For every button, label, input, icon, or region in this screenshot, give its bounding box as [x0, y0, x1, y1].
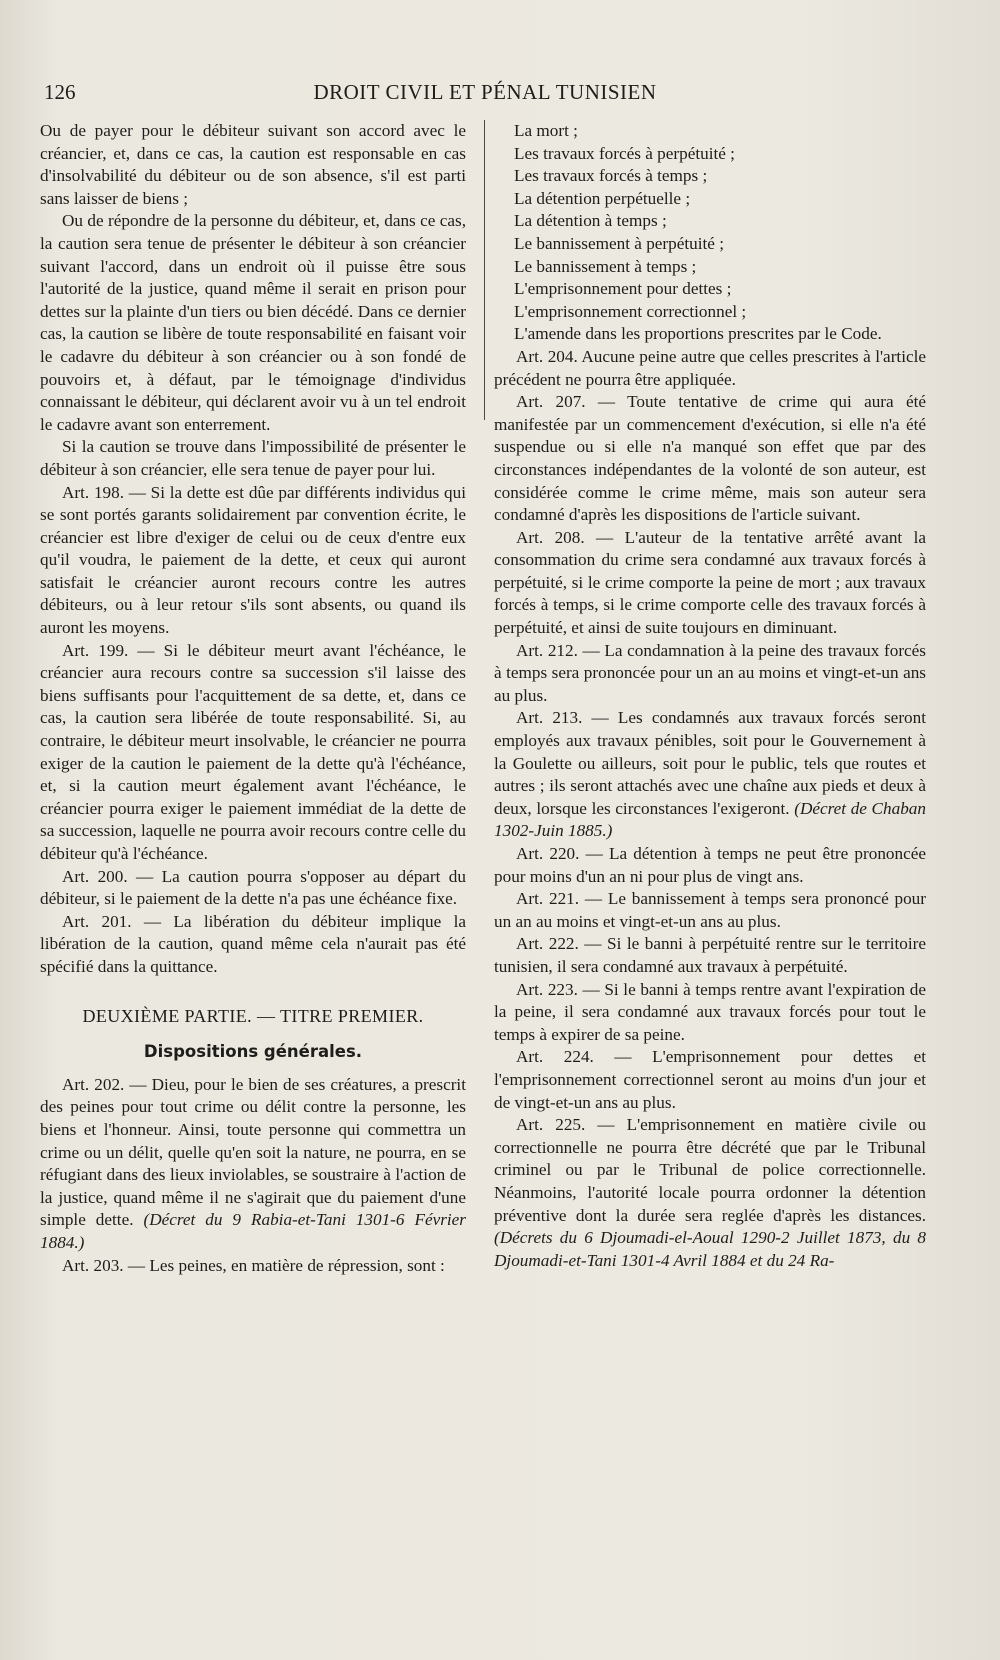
- column-divider: [484, 120, 485, 420]
- right-column: [494, 120, 926, 1272]
- article-222: Art. 222. — Si le banni à perpétuité rentre sur le territoire tunisien, il sera condamné aux travaux à perpétuité.: [494, 934, 926, 976]
- penalty-item: L'emprisonnement pour dettes ;: [514, 279, 732, 299]
- article-225: [494, 1114, 926, 1272]
- penalty-list: [494, 120, 926, 346]
- article-225-text: Art. 225. — L'emprisonnement en matière civile ou correctionnelle ne pourra être décrété que par le Tribunal criminel ou par le Tribunal de police correctionnelle. Néanmoins, l'autorité locale pourra ordonner la détention préventive dont la durée sera reglée d'après les distances.: [494, 1115, 926, 1225]
- paragraph: Ou de répondre de la personne du débiteur, et, dans ce cas, la caution sera tenue de présenter le débiteur à son créancier suivant l'accord, dans un endroit où il puisse être sous l'autorité de la justice, quand même il serait en prison pour dettes sur la plainte d'un tiers ou bien décédé. Dans ce dernier cas, la caution se libère de toute responsabilité en faisant voir le cadavre du débiteur à son créancier ou à son fondé de pouvoirs et, à défaut, par le témoignage d'individus connaissant le débiteur, qui déclarent avoir vu à un tel endroit le cadavre avant son enterrement.: [40, 211, 466, 434]
- left-column: [40, 120, 466, 1277]
- decree-citation: (Décrets du 6 Djoumadi-el-Aoual 1290-2 Juillet 1873, du 8 Djoumadi-et-Tani 1301-4 Avril 1884 et du 24 Ra-: [494, 1228, 926, 1270]
- article-208: Art. 208. — L'auteur de la tentative arrêté avant la consommation du crime sera condamné aux travaux forcés à perpétuité, si le crime comporte la peine de mort ; aux travaux forcés à temps, si le crime comporte celle des travaux forcés à perpétuité, et ainsi de suite toujours en diminuant.: [494, 527, 926, 638]
- article-224: Art. 224. — L'emprisonnement pour dettes et l'emprisonnement correctionnel seront au moins d'un jour et de vingt-et-un ans au plus.: [494, 1047, 926, 1112]
- section-heading: Dispositions générales.: [143, 1042, 363, 1062]
- penalty-item: Le bannissement à perpétuité ;: [514, 233, 724, 253]
- article-207: Art. 207. — Toute tentative de crime qui aura été manifestée par un commencement d'exécution, si elle n'a été suspendue ou si elle n'a manqué son effet que par des circonstances indépendantes de la volonté de son auteur, est considérée comme le crime même, mais son auteur sera condamné d'après les dispositions de l'article suivant.: [494, 392, 926, 525]
- paragraph: Si la caution se trouve dans l'impossibilité de présenter le débiteur à son créancier, elle sera tenue de payer pour lui.: [40, 437, 466, 479]
- page-number: 126: [44, 80, 76, 104]
- article-213-text: Art. 213. — Les condamnés aux travaux forcés seront employés aux travaux pénibles, soit pour le Gouvernement à la Goulette ou ailleurs, soit pour le public, tels que routes et autres ; ils seront attachés avec une chaîne aux pieds et deux à deux, lorsque les circonstances l'exigeront.: [494, 708, 926, 818]
- article-212: Art. 212. — La condamnation à la peine des travaux forcés à temps sera prononcée pour un an au moins et vingt-et-un ans au plus.: [494, 640, 926, 705]
- penalty-item: Le bannissement à temps ;: [514, 256, 697, 276]
- running-head: [44, 80, 926, 110]
- penalty-item: La mort ;: [514, 121, 578, 140]
- decree-citation: (Décret de Chaban 1302-Juin 1885.): [494, 798, 926, 841]
- article-213: [494, 707, 926, 843]
- penalty-item: L'amende dans les proportions prescrites par le Code.: [514, 324, 882, 344]
- article-223: Art. 223. — Si le banni à temps rentre avant l'expiration de la peine, il sera condamné aux travaux forcés pour tout le temps à expirer de sa peine.: [494, 979, 926, 1044]
- article-203: Art. 203. — Les peines, en matière de répression, sont :: [62, 1255, 445, 1275]
- penalty-item: Les travaux forcés à perpétuité ;: [514, 143, 735, 163]
- penalty-item: Les travaux forcés à temps ;: [514, 166, 708, 186]
- article-200: Art. 200. — La caution pourra s'opposer au départ du débiteur, si le paiement de la dette n'a pas une échéance fixe.: [40, 866, 466, 909]
- running-title: DROIT CIVIL ET PÉNAL TUNISIEN: [313, 80, 657, 104]
- paragraph: Ou de payer pour le débiteur suivant son accord avec le créancier, et, dans ce cas, la caution est responsable en cas d'insolvabilité du débiteur ou de son absence, s'il est parti sans laisser de biens ;: [40, 121, 466, 208]
- article-204: Art. 204. Aucune peine autre que celles prescrites à l'article précédent ne pourra être appliquée.: [494, 346, 926, 389]
- article-220: Art. 220. — La détention à temps ne peut être prononcée pour moins d'un an ni pour plus de vingt ans.: [494, 844, 926, 886]
- article-201: Art. 201. — La libération du débiteur implique la libération de la caution, quand même cela n'aurait pas été spécifié dans la quittance.: [40, 911, 466, 976]
- article-202: [40, 1074, 466, 1255]
- penalty-item: La détention à temps ;: [514, 211, 667, 231]
- penalty-item: La détention perpétuelle ;: [514, 188, 691, 208]
- article-202-text: Art. 202. — Dieu, pour le bien de ses créatures, a prescrit des peines pour tout crime ou délit contre la personne, les biens et l'honneur. Ainsi, toute personne qui commettra un crime ou un délit, quelle qu'en soit la nature, ne pourra, en se réfugiant dans des lieux inviolables, se soustraire à l'action de la justice, quand même il ne s'agirait que du paiement d'une simple dette.: [40, 1074, 466, 1230]
- article-198: Art. 198. — Si la dette est dûe par différents individus qui se sont portés garants solidairement par convention écrite, le créancier est libre d'exiger de celui ou de ceux d'entre eux qu'il voudra, le paiement de la dette, et ceux qui auront satisfait le créancier auront recours contre les autres débiteurs, ou à leur retour s'ils sont absents, ou quand ils auront les moyens.: [40, 482, 466, 638]
- article-199: Art. 199. — Si le débiteur meurt avant l'échéance, le créancier aura recours contre sa succession s'il laisse des biens suffisants pour l'acquittement de sa dette, et, dans ce cas, la caution sera libérée de toute responsabilité. Si, au contraire, le débiteur meurt insolvable, le créancier ne pourra exiger de la caution le paiement de la dette qu'à l'échéance, et, si la caution meurt également avant l'échéance, le créancier pourra exiger le paiement immédiat de la dette de sa succession, laquelle ne pourra avoir recours contre celle du débiteur qu'à l'échéance.: [40, 640, 466, 863]
- part-heading: DEUXIÈME PARTIE. — TITRE PREMIER.: [82, 1005, 424, 1026]
- decree-citation: (Décret du 9 Rabia-et-Tani 1301-6 Février 1884.): [40, 1210, 466, 1252]
- penalty-item: L'emprisonnement correctionnel ;: [514, 301, 747, 321]
- article-221: Art. 221. — Le bannissement à temps sera prononcé pour un an au moins et vingt-et-un ans au plus.: [494, 889, 926, 931]
